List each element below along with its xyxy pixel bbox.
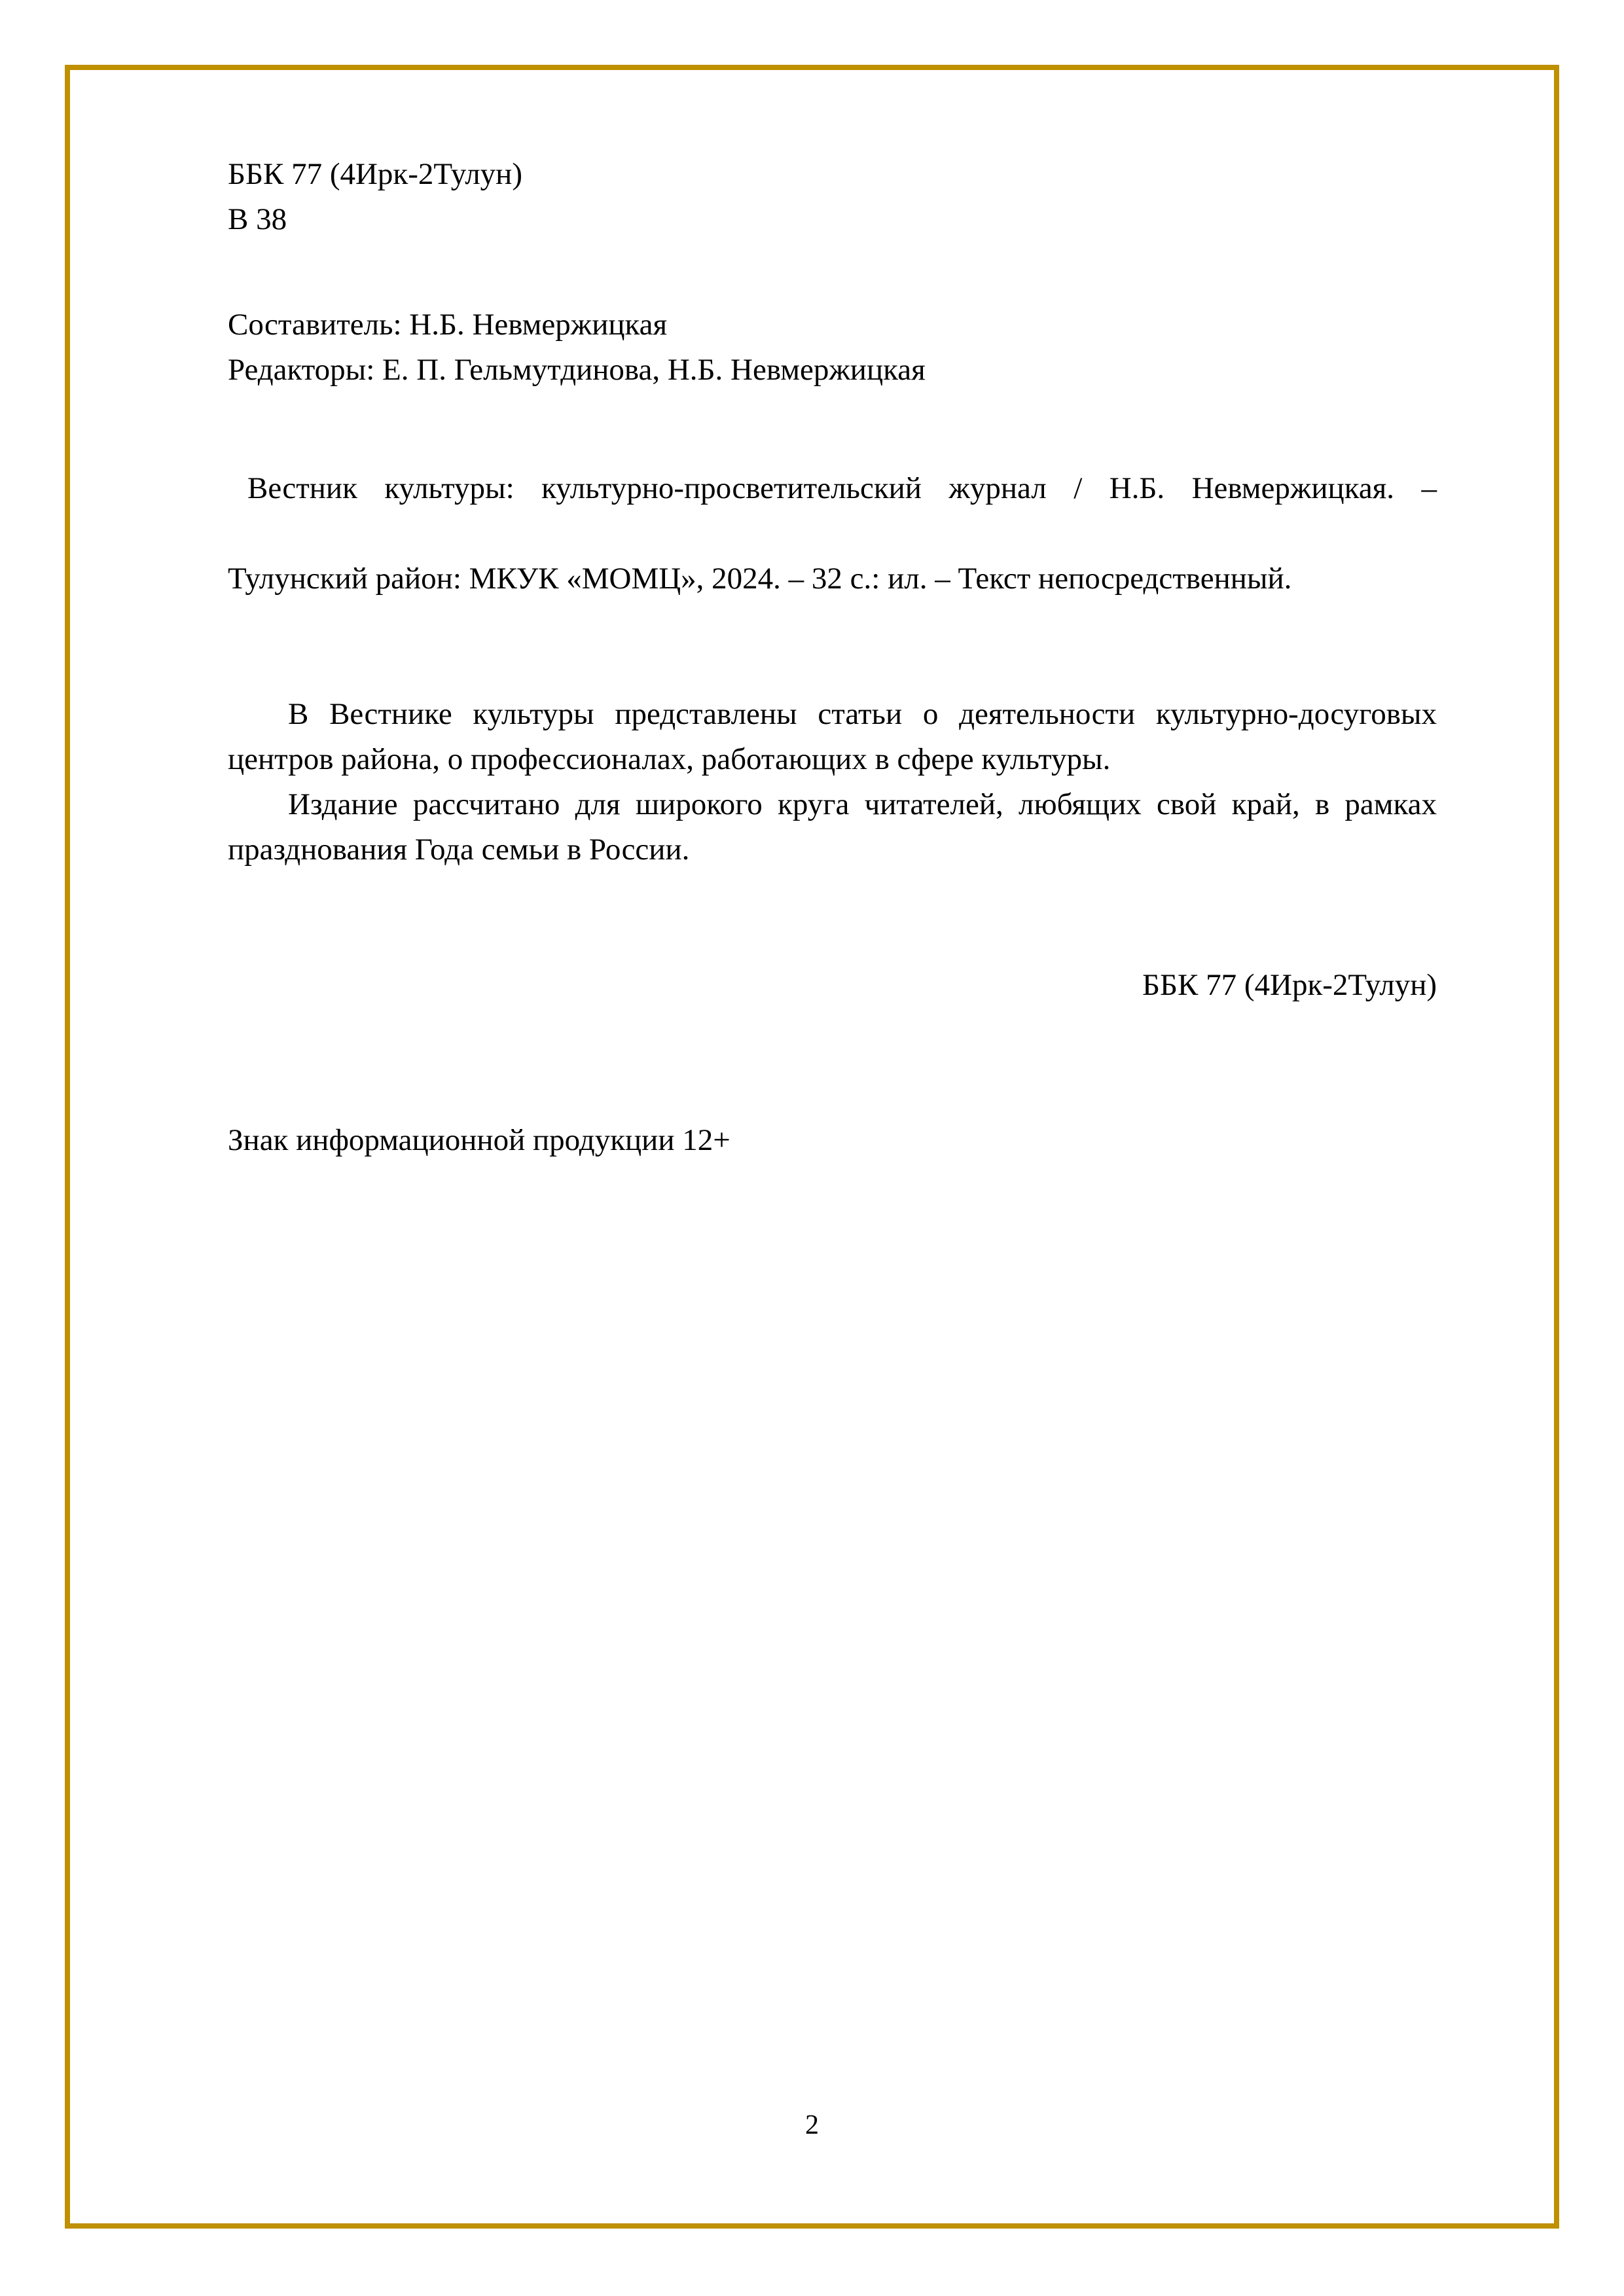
spacer-after-credits	[228, 393, 1437, 466]
spacer-after-bibliographic-description	[228, 601, 1437, 692]
spacer-before-bbk-bottom	[228, 872, 1437, 963]
bibliographic-description-line-2: Тулунский район: МКУК «МОМЦ», 2024. – 32 с.: ил. – Текст непосредственный.	[228, 562, 1292, 596]
editors-credit: Редакторы: Е. П. Гельмутдинова, Н.Б. Невмержицкая	[228, 353, 926, 387]
bibliographic-description-line-1: Вестник культуры: культурно-просветительский журнал / Н.Б. Невмержицкая. –	[247, 471, 1437, 505]
compiler-credit: Составитель: Н.Б. Невмержицкая	[228, 308, 668, 342]
spacer-before-info-mark	[228, 1008, 1437, 1098]
bbk-code-bottom: ББК 77 (4Ирк-2Тулун)	[1142, 968, 1437, 1002]
spacer-after-classification	[228, 242, 1437, 302]
author-sign-code: В 38	[228, 202, 287, 236]
page-content	[228, 152, 1437, 1163]
annotation-paragraph-1: В Вестнике культуры представлены статьи о деятельности культурно-досуговых центров района, о профессионалах, работающих в сфере культуры.	[228, 697, 1437, 776]
page-number: 2	[805, 2110, 819, 2140]
bbk-code-top: ББК 77 (4Ирк-2Тулун)	[228, 157, 522, 191]
annotation-paragraph-2: Издание рассчитано для широкого круга читателей, любящих свой край, в рамках празднования Года семьи в России.	[228, 787, 1437, 867]
spacer-extra	[228, 1098, 1437, 1118]
information-product-mark: Знак информационной продукции 12+	[228, 1123, 731, 1157]
